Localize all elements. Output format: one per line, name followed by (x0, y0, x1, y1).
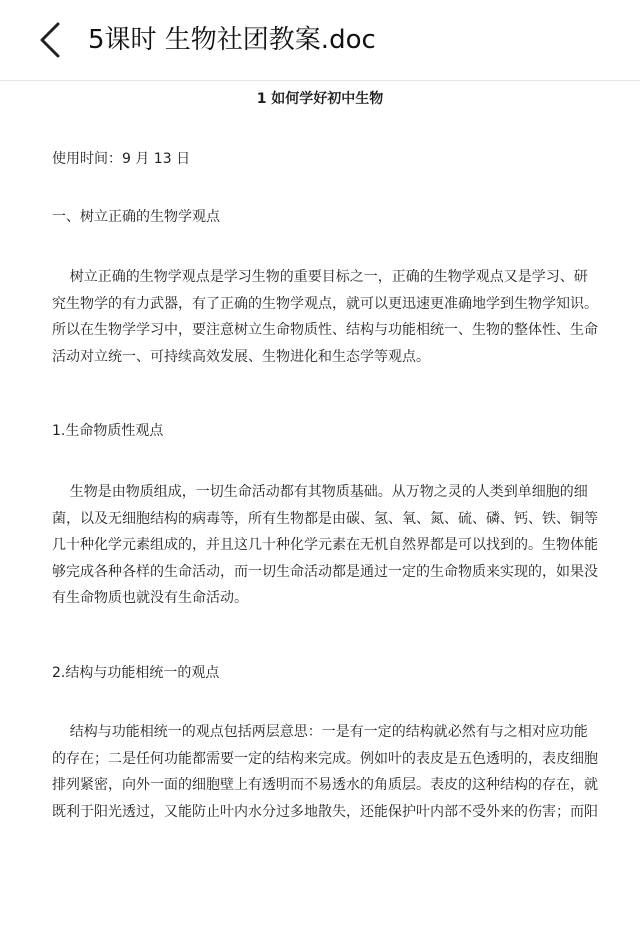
paragraph-line: 的存在；二是任何功能都需要一定的结构来完成。例如叶的表皮是五色透明的，表皮细胞 (52, 750, 598, 767)
subsection-heading: 2.结构与功能相统一的观点 (52, 665, 220, 681)
chevron-left-icon (39, 22, 61, 58)
paragraph (52, 264, 620, 370)
paragraph-line: 既利于阳光透过，又能防止叶内水分过多地散失，还能保护叶内部不受外来的伤害；而阳 (52, 803, 598, 820)
document-filename-title: 5课时 生物社团教案.doc (88, 25, 376, 55)
paragraph-line: 树立正确的生物学观点是学习生物的重要目标之一，正确的生物学观点又是学习、研 (52, 269, 588, 285)
back-button[interactable] (28, 18, 72, 62)
paragraph-line: 几十种化学元素组成的，并且这几十种化学元素在无机自然界都是可以找到的。生物体能 (52, 537, 598, 553)
paragraph-line: 活动对立统一、可持续高效发展、生物进化和生态学等观点。 (52, 348, 430, 365)
paragraph-line: 排列紧密，向外一面的细胞壁上有透明而不易透水的角质层。表皮的这种结构的存在，就 (52, 777, 598, 793)
subsection-heading: 1.生命物质性观点 (52, 423, 164, 439)
paragraph-line: 究生物学的有力武器，有了正确的生物学观点，就可以更迅速更准确地学到生物学知识。 (52, 295, 598, 312)
paragraph-line: 结构与功能相统一的观点包括两层意思：一是有一定的结构就必然有与之相对应功能 (52, 724, 588, 740)
paragraph (52, 719, 620, 825)
paragraph-line: 所以在生物学学习中，要注意树立生命物质性、结构与功能相统一、生物的整体性、生命 (52, 322, 598, 338)
document-viewer[interactable] (0, 81, 640, 925)
paragraph-line: 有生命物质也就没有生命活动。 (52, 590, 248, 606)
date-line: 使用时间：9 月 13 日 (52, 151, 191, 167)
paragraph (52, 479, 620, 612)
paragraph-line: 生物是由物质组成，一切生命活动都有其物质基础。从万物之灵的人类到单细胞的细 (52, 484, 588, 500)
paragraph-line: 菌，以及无细胞结构的病毒等，所有生物都是由碳、氢、氧、氮、硫、磷、钙、铁、铜等 (52, 510, 598, 527)
app-header (0, 0, 640, 81)
paragraph-line: 够完成各种各样的生命活动，而一切生命活动都是通过一定的生命物质来实现的，如果没 (52, 563, 598, 580)
document-heading: 1 如何学好初中生物 (256, 91, 384, 107)
section-heading: 一、树立正确的生物学观点 (52, 209, 220, 225)
